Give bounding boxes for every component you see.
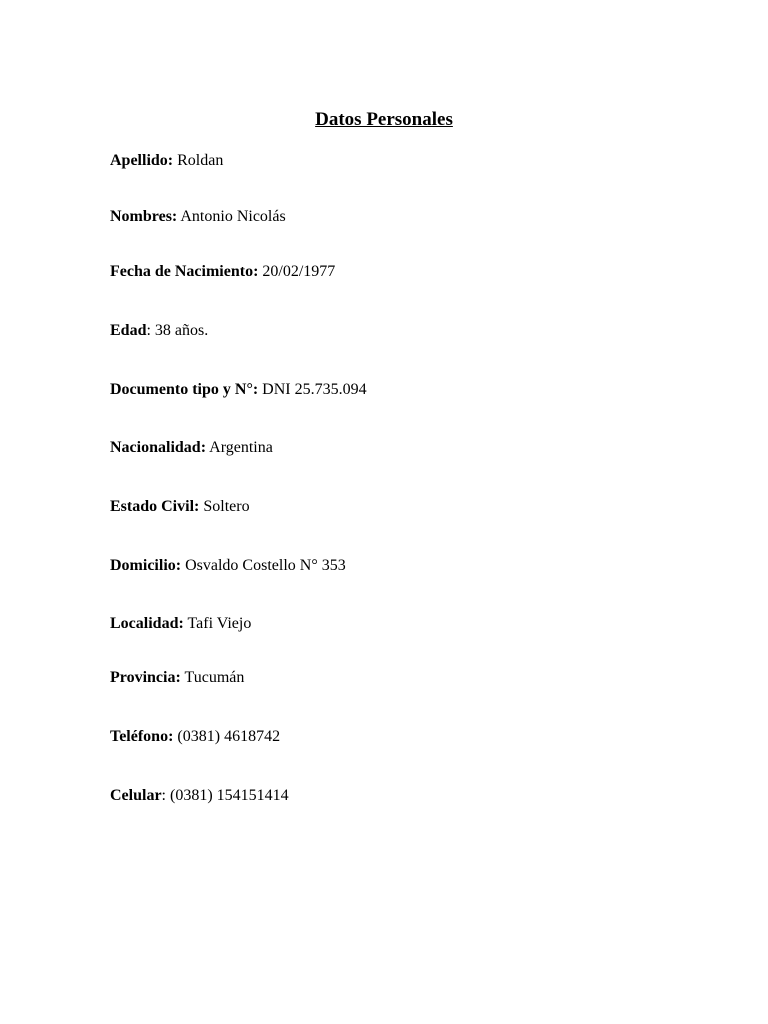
field-value: Soltero: [203, 498, 250, 515]
field-separator: :: [146, 322, 155, 339]
field-value: (0381) 4618742: [177, 728, 281, 745]
field-value: 20/02/1977: [262, 263, 336, 280]
field-label: Edad: [110, 322, 147, 339]
document-title: Datos Personales: [315, 109, 453, 130]
field-label: Fecha de Nacimiento:: [110, 263, 259, 280]
field-fecha-nacimiento: [110, 262, 335, 282]
field-documento: [110, 380, 367, 400]
field-label: Provincia:: [110, 669, 181, 686]
field-value: Roldan: [177, 152, 224, 169]
field-localidad: [110, 614, 251, 634]
field-nacionalidad: [110, 438, 273, 458]
field-provincia: [110, 668, 244, 688]
field-domicilio: [110, 556, 346, 576]
field-value: Antonio Nicolás: [180, 208, 286, 225]
field-value: 38 años.: [154, 322, 209, 339]
field-apellido: [110, 151, 223, 171]
field-label: Estado Civil:: [110, 498, 200, 515]
field-label: Localidad:: [110, 615, 184, 632]
field-edad: [110, 321, 208, 341]
field-value: Tucumán: [184, 669, 245, 686]
field-label: Domicilio:: [110, 557, 182, 574]
field-value: DNI 25.735.094: [262, 381, 367, 398]
field-label: Nacionalidad:: [110, 439, 207, 456]
field-nombres: [110, 207, 286, 227]
field-value: Tafi Viejo: [187, 615, 252, 632]
field-label: Teléfono:: [110, 728, 174, 745]
field-value: (0381) 154151414: [170, 787, 289, 804]
field-value: Osvaldo Costello N° 353: [185, 557, 346, 574]
field-telefono: [110, 727, 280, 747]
field-label: Documento tipo y N°:: [110, 381, 259, 398]
field-estado-civil: [110, 497, 250, 517]
field-value: Argentina: [209, 439, 273, 456]
field-label: Apellido:: [110, 152, 174, 169]
field-label: Nombres:: [110, 208, 178, 225]
field-label: Celular: [110, 787, 162, 804]
field-separator: :: [161, 787, 170, 804]
field-celular: [110, 786, 289, 806]
